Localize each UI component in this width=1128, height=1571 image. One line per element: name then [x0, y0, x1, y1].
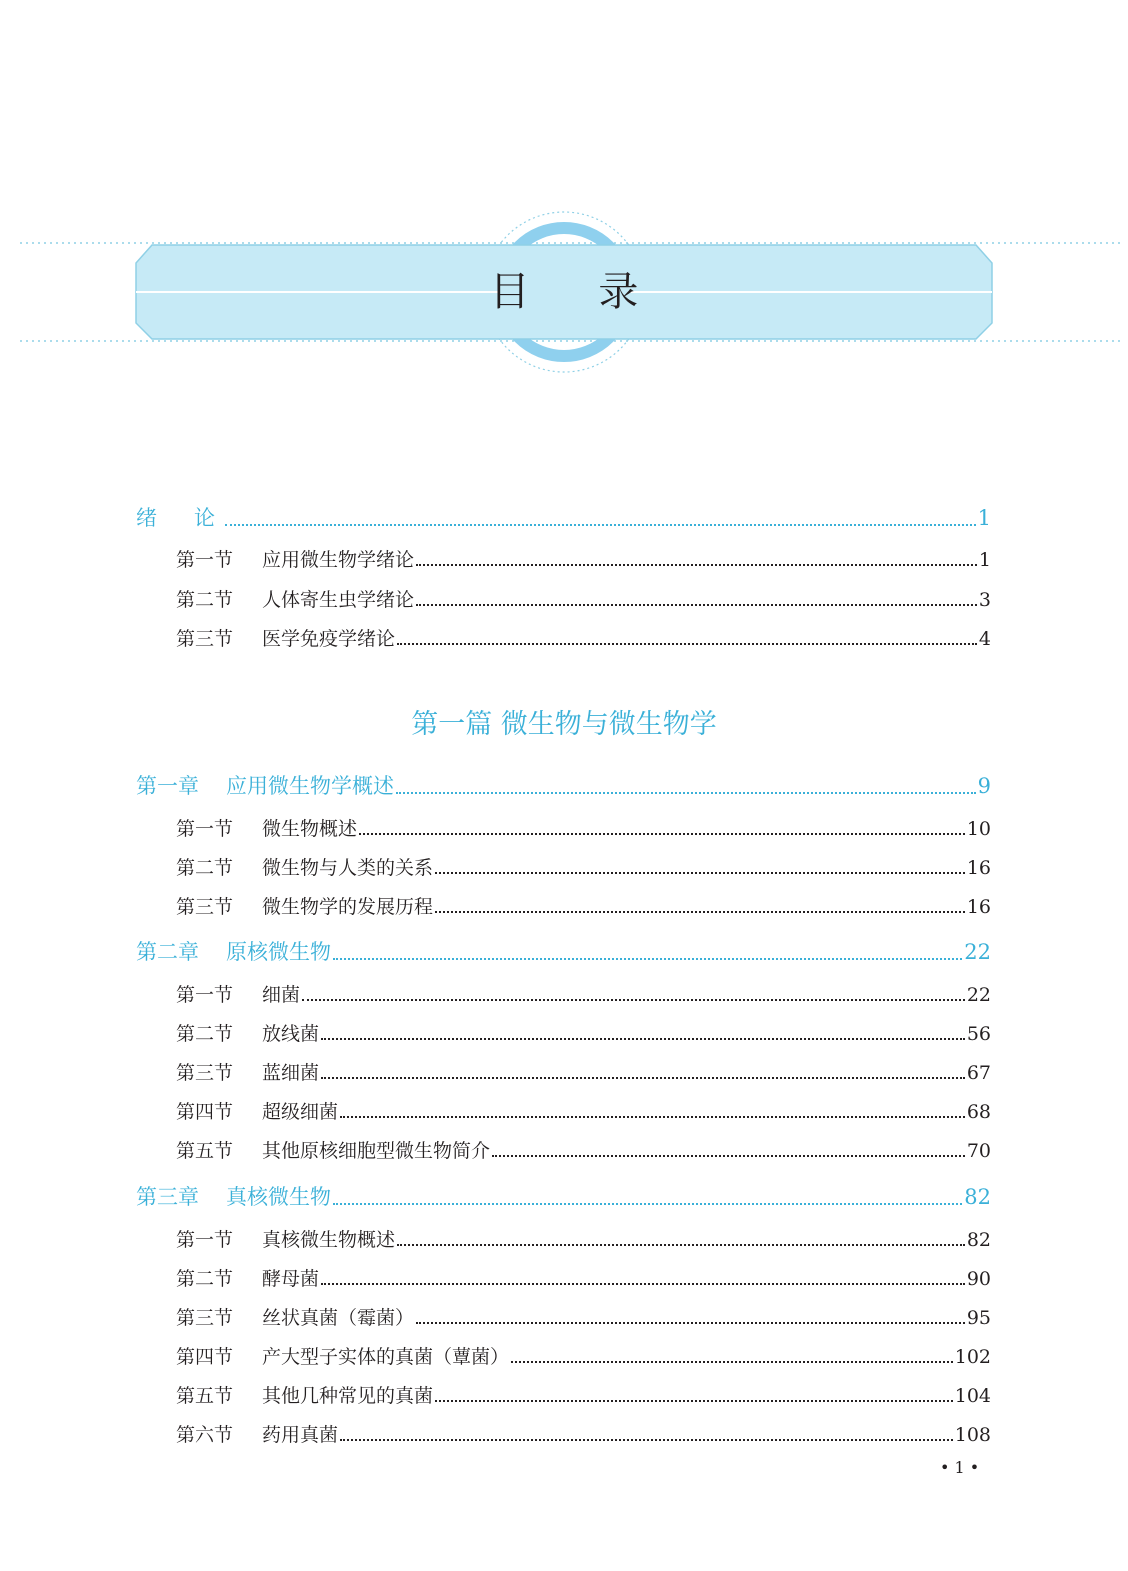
- dot-leader: [225, 524, 976, 526]
- section-title: 超级细菌: [262, 1101, 339, 1123]
- toc-section-row[interactable]: [176, 980, 991, 1007]
- chapter-page: 1: [977, 506, 991, 530]
- toc-section-row[interactable]: [176, 853, 991, 880]
- dot-leader: [333, 958, 962, 960]
- toc-section-row[interactable]: [176, 892, 991, 919]
- section-page: 16: [966, 896, 991, 918]
- dot-leader: [435, 911, 965, 913]
- section-title: 医学免疫学绪论: [262, 628, 396, 650]
- section-number: 第三节: [176, 628, 234, 650]
- section-title: 丝状真菌（霉菌）: [262, 1307, 415, 1329]
- dot-leader: [340, 1116, 965, 1118]
- dot-leader: [416, 604, 977, 606]
- section-number: 第一节: [176, 1229, 234, 1251]
- toc-chapter-row[interactable]: [136, 936, 991, 966]
- section-page: 4: [978, 628, 991, 650]
- section-title: 人体寄生虫学绪论: [262, 589, 415, 611]
- toc-section-row[interactable]: [176, 1019, 991, 1046]
- chapter-title: 原核微生物: [226, 940, 331, 964]
- dot-leader: [416, 564, 977, 566]
- toc-section-row[interactable]: [176, 545, 991, 572]
- section-number: 第二节: [176, 1023, 234, 1045]
- section-title: 放线菌: [262, 1023, 320, 1045]
- section-number: 第三节: [176, 1307, 234, 1329]
- chapter-page: 82: [964, 1185, 991, 1209]
- toc-section-row[interactable]: [176, 1420, 991, 1447]
- dot-leader: [302, 999, 965, 1001]
- section-number: 第二节: [176, 589, 234, 611]
- section-number: 第一节: [176, 818, 234, 840]
- toc-section-row[interactable]: [176, 1136, 991, 1163]
- toc-section-row[interactable]: [176, 1058, 991, 1085]
- toc-section-row[interactable]: [176, 1381, 991, 1408]
- section-number: 第五节: [176, 1385, 234, 1407]
- section-title: 微生物概述: [262, 818, 358, 840]
- section-number: 第二节: [176, 857, 234, 879]
- part-title: 第一篇 微生物与微生物学: [411, 709, 717, 740]
- section-number: 第六节: [176, 1424, 234, 1446]
- page-title: 目 录: [489, 269, 667, 315]
- section-page: 1: [978, 549, 991, 571]
- toc-section-row[interactable]: [176, 585, 991, 612]
- section-title: 微生物学的发展历程: [262, 896, 434, 918]
- section-number: 第三节: [176, 1062, 234, 1084]
- section-title: 蓝细菌: [262, 1062, 320, 1084]
- toc-section-row[interactable]: [176, 814, 991, 841]
- dot-leader: [492, 1155, 965, 1157]
- chapter-title: 绪 论: [136, 506, 223, 530]
- chapter-number: 第一章: [136, 774, 199, 798]
- chapter-number: 第二章: [136, 940, 199, 964]
- toc-section-row[interactable]: [176, 1264, 991, 1291]
- section-page: 108: [954, 1424, 991, 1446]
- dot-leader: [435, 1400, 953, 1402]
- section-page: 82: [966, 1229, 991, 1251]
- chapter-title: 应用微生物学概述: [226, 774, 394, 798]
- toc-chapter-row[interactable]: [136, 1181, 991, 1211]
- toc-section-row[interactable]: [176, 1097, 991, 1124]
- section-page: 10: [966, 818, 991, 840]
- section-page: 68: [966, 1101, 991, 1123]
- dot-leader: [333, 1203, 962, 1205]
- section-number: 第一节: [176, 549, 234, 571]
- section-title: 酵母菌: [262, 1268, 320, 1290]
- section-number: 第五节: [176, 1140, 234, 1162]
- toc-section-row[interactable]: [176, 1342, 991, 1369]
- section-number: 第二节: [176, 1268, 234, 1290]
- section-page: 95: [966, 1307, 991, 1329]
- chapter-number: 第三章: [136, 1185, 199, 1209]
- dot-leader: [396, 792, 976, 794]
- dot-leader: [397, 643, 977, 645]
- section-page: 104: [954, 1385, 991, 1407]
- chapter-page: 22: [964, 940, 991, 964]
- dot-leader: [321, 1283, 965, 1285]
- section-title: 其他原核细胞型微生物简介: [262, 1140, 491, 1162]
- chapter-title: 真核微生物: [226, 1185, 331, 1209]
- section-page: 22: [966, 984, 991, 1006]
- dot-leader: [416, 1322, 965, 1324]
- toc-section-row[interactable]: [176, 624, 991, 651]
- toc-chapter-row[interactable]: [136, 770, 991, 800]
- section-number: 第四节: [176, 1346, 234, 1368]
- section-title: 应用微生物学绪论: [262, 549, 415, 571]
- section-page: 90: [966, 1268, 991, 1290]
- section-number: 第四节: [176, 1101, 234, 1123]
- chapter-page: 9: [977, 774, 991, 798]
- section-number: 第三节: [176, 896, 234, 918]
- dot-leader: [321, 1077, 965, 1079]
- section-page: 102: [954, 1346, 991, 1368]
- section-page: 3: [978, 589, 991, 611]
- section-page: 67: [966, 1062, 991, 1084]
- section-title: 产大型子实体的真菌（蕈菌）: [262, 1346, 510, 1368]
- toc-section-row[interactable]: [176, 1225, 991, 1252]
- toc-section-row[interactable]: [176, 1303, 991, 1330]
- section-title: 微生物与人类的关系: [262, 857, 434, 879]
- dot-leader: [321, 1038, 965, 1040]
- dot-leader: [340, 1439, 953, 1441]
- section-page: 70: [966, 1140, 991, 1162]
- section-number: 第一节: [176, 984, 234, 1006]
- dot-leader: [511, 1361, 953, 1363]
- dot-leader: [435, 872, 965, 874]
- page-number: • 1 •: [940, 1458, 980, 1477]
- toc-chapter-row[interactable]: [136, 502, 991, 532]
- dot-leader: [397, 1244, 965, 1246]
- section-page: 16: [966, 857, 991, 879]
- section-title: 真核微生物概述: [262, 1229, 396, 1251]
- dot-leader: [359, 833, 965, 835]
- section-title: 药用真菌: [262, 1424, 339, 1446]
- section-title: 其他几种常见的真菌: [262, 1385, 434, 1407]
- section-title: 细菌: [262, 984, 301, 1006]
- section-page: 56: [966, 1023, 991, 1045]
